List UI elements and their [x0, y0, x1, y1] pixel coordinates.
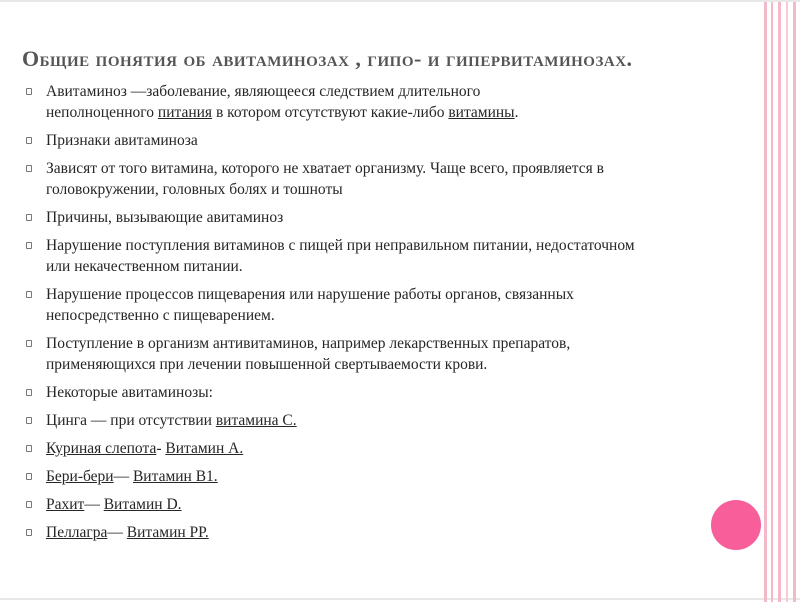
- item-text: Признаки авитаминоза: [46, 132, 198, 149]
- slide-title: Общие понятия об авитаминозах , гипо- и гипервитаминозах.: [22, 46, 633, 71]
- list-item: [22, 284, 774, 326]
- bullet-icon: [26, 137, 32, 144]
- item-text: непосредственно с пищеварением.: [46, 307, 275, 324]
- list-item: [22, 494, 774, 515]
- item-text: Авитаминоз —заболевание, являющееся следствием длительного: [46, 83, 481, 100]
- list-item: [22, 438, 774, 459]
- stripe: [793, 2, 796, 602]
- bullet-icon: [26, 529, 32, 536]
- bullet-icon: [26, 445, 32, 452]
- list-item: [22, 207, 774, 228]
- link-nutrition[interactable]: питания: [157, 104, 213, 121]
- list-item: [22, 158, 774, 200]
- list-item: [22, 81, 774, 123]
- item-text: или некачественном питании.: [46, 258, 243, 275]
- link-pellagra[interactable]: Пеллагра: [46, 524, 108, 541]
- item-text: применяющихся при лечении повышенной свертываемости крови.: [46, 356, 488, 373]
- list-item: [22, 382, 774, 403]
- bullet-icon: [26, 88, 32, 95]
- item-text: неполноценного: [46, 104, 158, 121]
- item-text: головокружении, головных болях и тошноты: [46, 181, 343, 198]
- item-text: Цинга — при отсутствии: [46, 412, 216, 429]
- list-item: [22, 466, 774, 487]
- stripe: [778, 2, 781, 602]
- item-text: Поступление в организм антивитаминов, например лекарственных препаратов,: [46, 335, 571, 352]
- item-text: в котором отсутствуют какие-либо: [212, 104, 449, 121]
- link-vitamin-a[interactable]: Витамин А.: [165, 440, 244, 457]
- item-text: —: [113, 468, 133, 485]
- bullet-icon: [26, 417, 32, 424]
- item-text: Нарушение процессов пищеварения или нарушение работы органов, связанных: [46, 286, 574, 303]
- link-beriberi[interactable]: Бери-бери: [46, 468, 114, 485]
- list-item: [22, 333, 774, 375]
- link-vitamin-pp[interactable]: Витамин РР.: [126, 524, 209, 541]
- link-night-blindness[interactable]: Куриная слепота: [46, 440, 157, 457]
- list-item: [22, 410, 774, 431]
- bullet-icon: [26, 242, 32, 249]
- link-vitamin-b1[interactable]: Витамин В1.: [132, 468, 218, 485]
- stripe: [786, 2, 788, 602]
- bullet-icon: [26, 214, 32, 221]
- item-text: Причины, вызывающие авитаминоз: [46, 209, 284, 226]
- item-text: -: [156, 440, 166, 457]
- item-text: .: [514, 104, 519, 121]
- bullet-icon: [26, 501, 32, 508]
- link-vitamins[interactable]: витамины: [448, 104, 515, 121]
- item-text: Зависят от того витамина, которого не хватает организму. Чаще всего, проявляется в: [46, 160, 604, 177]
- bullet-icon: [26, 291, 32, 298]
- item-text: Нарушение поступления витаминов с пищей при неправильном питании, недостаточном: [46, 237, 635, 254]
- item-text: —: [84, 496, 104, 513]
- bullet-icon: [26, 165, 32, 172]
- bullet-icon: [26, 340, 32, 347]
- bullet-icon: [26, 389, 32, 396]
- link-vitamin-d[interactable]: Витамин D.: [103, 496, 182, 513]
- bullet-icon: [26, 473, 32, 480]
- link-vitamin-c[interactable]: витамина С.: [215, 412, 297, 429]
- link-rickets[interactable]: Рахит: [46, 496, 85, 513]
- list-item: [22, 130, 774, 151]
- item-text: Некоторые авитаминозы:: [46, 384, 213, 401]
- list-item: [22, 235, 774, 277]
- list-item: [22, 522, 774, 543]
- bullet-list: [22, 81, 774, 550]
- item-text: —: [107, 524, 127, 541]
